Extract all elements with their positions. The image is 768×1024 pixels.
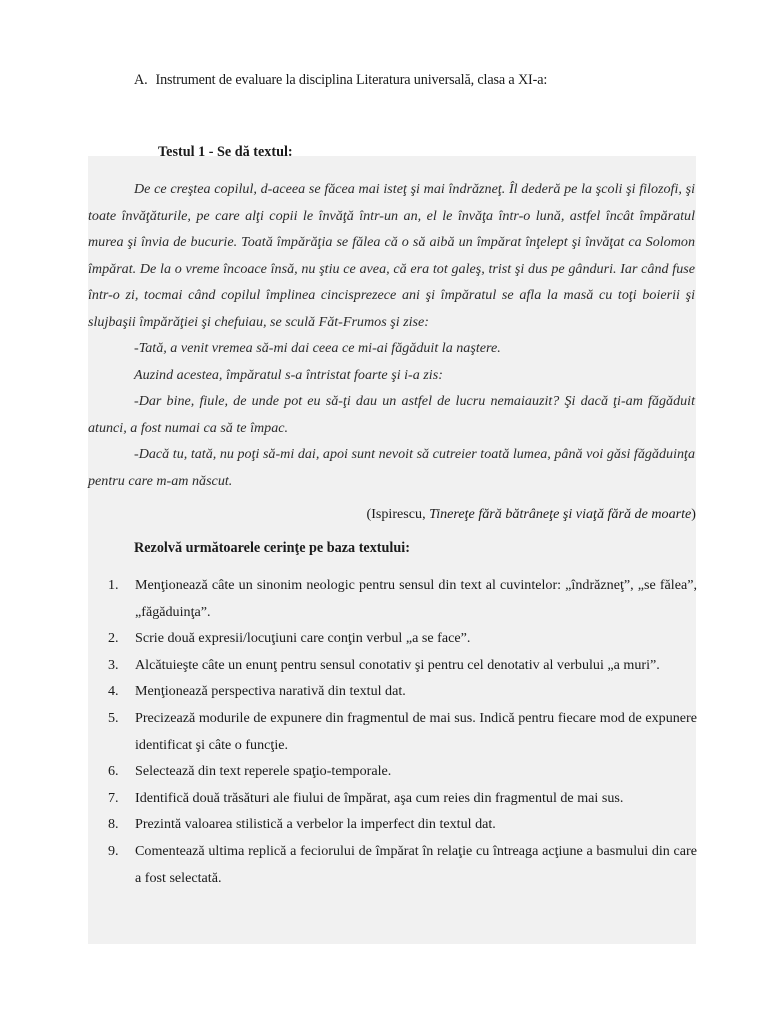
task-number: 5. [108, 709, 119, 726]
excerpt-paragraph: De ce creştea copilul, d-aceea se făcea mai isteţ şi mai îndrăzneţ. Îl dederă pe la şcoli şi filozofi, şi toate învăţăturile, pe care alţi copii le învăţă într-un an, el le învăţa într-o lună, astfel încât împăratul murea şi învia de bucurie. Toată împărăţia se fălea că o să aibă un împărat înţelept şi învăţat ca Solomon împărat. De la o vreme încoace însă, nu ştiu ce avea, că era tot galeş, trist şi dus pe gânduri. Iar când fuse într-o zi, tocmai când copilul împlinea cincisprezece ani şi împăratul se afla la masă cu toţi boierii şi slujbaşii împărăţiei şi chefuiau, se sculă Făt-Frumos şi zise: [88, 181, 695, 330]
task-number: 8. [108, 816, 119, 833]
task-number: 7. [108, 789, 119, 806]
task-text: Menţionează câte un sinonim neologic pentru sensul din text al cuvintelor: „îndrăzneţ”, „se fălea”, „făgăduinţa”. [135, 577, 697, 620]
excerpt-paragraph: -Tată, a venit vremea să-mi dai ceea ce mi-ai făgăduit la naştere. [134, 340, 501, 356]
source-close: ) [691, 506, 696, 522]
excerpt-paragraph: -Dacă tu, tată, nu poţi să-mi dai, apoi sunt nevoit să cutreier toată lumea, până voi găsi făgăduinţa pentru care m-am născut. [88, 446, 695, 489]
task-item [108, 758, 697, 785]
task-text: Prezintă valoarea stilistică a verbelor la imperfect din textul dat. [135, 816, 496, 833]
excerpt-paragraph: Auzind acestea, împăratul s-a întristat foarte şi i-a zis: [134, 366, 443, 383]
excerpt-paragraph: -Dar bine, fiule, de unde pot eu să-ţi dau un astfel de lucru nemaiauzit? Şi dacă ţi-am făgăduit atunci, a fost numai ca să te împac. [88, 393, 695, 436]
task-item [108, 811, 697, 838]
task-number: 3. [108, 656, 119, 673]
task-number: 4. [108, 683, 119, 700]
document-heading [134, 72, 547, 89]
task-list [108, 572, 697, 891]
task-number: 1. [108, 577, 119, 593]
test-title: Testul 1 - Se dă textul: [158, 144, 293, 160]
task-item [108, 678, 697, 705]
task-number: 6. [108, 763, 119, 780]
task-text: Scrie două expresii/locuţiuni care conţin verbul „a se face”. [135, 630, 471, 647]
task-item [108, 785, 697, 812]
source-citation [367, 506, 696, 523]
task-text: Identifică două trăsături ale fiului de împărat, aşa cum reies din fragmentul de mai sus. [135, 789, 624, 806]
task-text: Comentează ultima replică a feciorului de împărat în relaţie cu întreaga acţiune a basmului din care a fost selectată. [135, 842, 697, 886]
task-number: 2. [108, 630, 119, 647]
heading-marker: A. [134, 72, 148, 88]
task-item [108, 705, 697, 758]
task-text: Alcătuieşte câte un enunţ pentru sensul conotativ şi pentru cel denotativ al verbului „a muri”. [135, 656, 660, 673]
literary-excerpt [88, 176, 695, 494]
task-item [108, 838, 697, 891]
task-text: Menţionează perspectiva narativă din textul dat. [135, 683, 406, 700]
source-work-title: Tinereţe fără bătrâneţe şi viaţă fără de moarte [429, 506, 692, 522]
task-item [108, 625, 697, 652]
task-number: 9. [108, 842, 119, 859]
heading-text: Instrument de evaluare la disciplina Literatura universală, clasa a XI-a: [155, 72, 548, 88]
task-item [108, 572, 697, 625]
task-text: Precizează modurile de expunere din fragmentul de mai sus. Indică pentru fiecare mod de expunere identificat şi câte o funcţie. [135, 709, 697, 753]
task-text: Selectează din text reperele spaţio-temporale. [135, 763, 392, 780]
requirements-title: Rezolvă următoarele cerinţe pe baza textului: [134, 540, 410, 556]
source-author: (Ispirescu, [366, 506, 430, 522]
task-item [108, 652, 697, 679]
